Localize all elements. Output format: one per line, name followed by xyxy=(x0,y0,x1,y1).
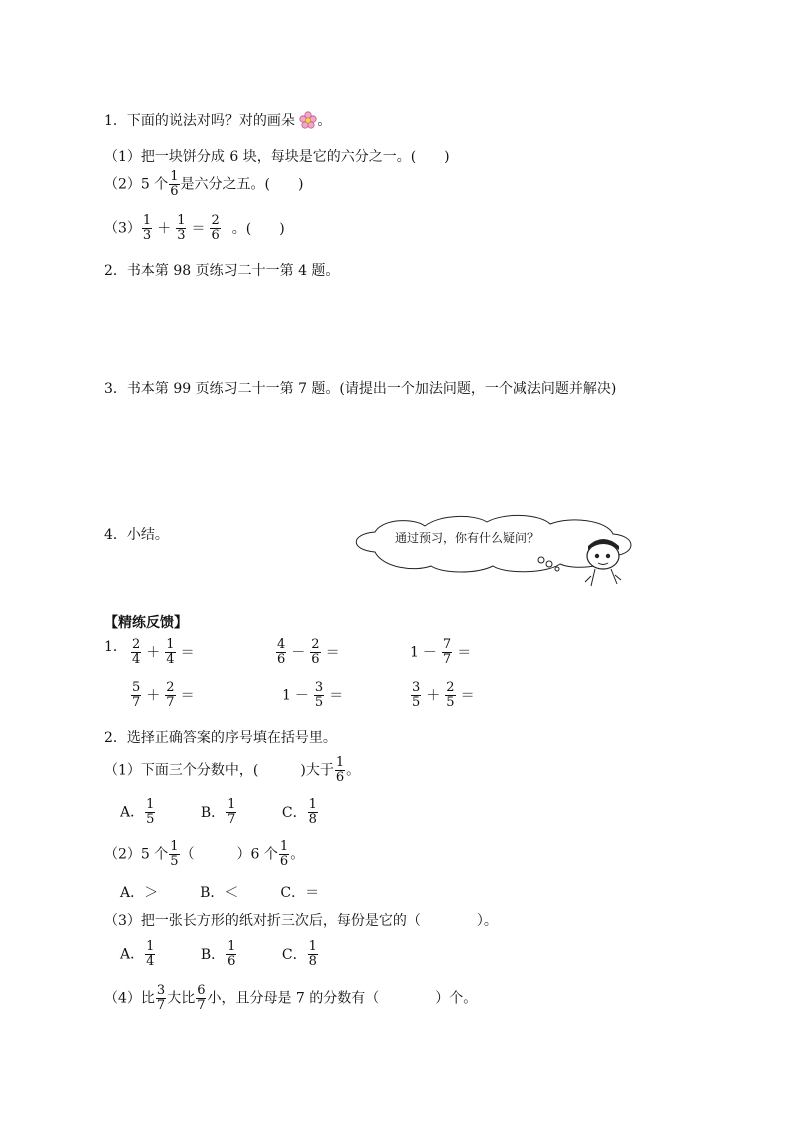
equation-1: $\frac{2}{4}$ ＋ $\frac{1}{4}$ ＝ xyxy=(132,637,195,667)
fraction: $\frac{5}{7}$ xyxy=(132,680,141,710)
q1-item2: （2）5 个 $\frac{1}{6}$ 是六分之五。( ) xyxy=(104,169,304,199)
exercise2-title: 2．选择正确答案的序号填在括号里。 xyxy=(104,730,337,746)
fraction: $\frac{1}{4}$ xyxy=(166,637,175,667)
fraction: $\frac{3}{5}$ xyxy=(412,680,421,710)
q2-text: 2．书本第 98 页练习二十一第 4 题。 xyxy=(104,263,340,279)
cartoon-child-icon xyxy=(585,539,621,586)
fraction: $\frac{1}{5}$ xyxy=(146,797,155,827)
exercise1-label: 1． xyxy=(104,639,127,655)
fraction: $\frac{3}{5}$ xyxy=(314,680,324,710)
equation-2: $\frac{4}{6}$ － $\frac{2}{6}$ ＝ xyxy=(277,637,340,667)
equation-3: 1 － $\frac{7}{7}$ ＝ xyxy=(410,637,472,667)
fraction: $\frac{7}{7}$ xyxy=(442,637,452,667)
sub-question-1-options: A． $\frac{1}{5}$ B． $\frac{1}{7}$ C． $\frac{1}{8}$ xyxy=(120,797,317,827)
fraction: $\frac{1}{6}$ xyxy=(335,755,345,785)
fraction: $\frac{2}{4}$ xyxy=(132,637,141,667)
flower-icon xyxy=(299,111,317,129)
thought-cloud xyxy=(345,512,645,592)
fraction: $\frac{1}{6}$ xyxy=(170,169,179,199)
fraction: $\frac{4}{6}$ xyxy=(277,637,286,667)
equation-4: $\frac{5}{7}$ ＋ $\frac{2}{7}$ ＝ xyxy=(132,680,195,710)
sub-question-1: （1）下面三个分数中，( )大于 $\frac{1}{6}$ 。 xyxy=(104,755,361,785)
fraction: $\frac{2}{6}$ xyxy=(211,213,220,243)
fraction: $\frac{1}{3}$ xyxy=(142,213,152,243)
fraction: $\frac{3}{7}$ xyxy=(156,983,166,1013)
q1-title: 1．下面的说法对吗？对的画朵 。 xyxy=(104,113,332,129)
fraction: $\frac{6}{7}$ xyxy=(197,983,206,1013)
q3-text: 3．书本第 99 页练习二十一第 7 题。(请提出一个加法问题，一个减法问题并解决) xyxy=(104,381,617,397)
cloud-text: 通过预习，你有什么疑问？ xyxy=(395,531,540,545)
sub-question-2: （2）5 个 $\frac{1}{5}$ （ ）6 个 $\frac{1}{6}$ 。 xyxy=(104,839,305,869)
sub-question-2-options: A．＞ B．＜ C．＝ xyxy=(120,885,320,901)
q1-item3: （3） $\frac{1}{3}$ ＋ $\frac{1}{3}$ ＝ $\frac{2}{6}$ 。( ) xyxy=(104,213,285,243)
equation-5: 1 － $\frac{3}{5}$ ＝ xyxy=(282,680,344,710)
fraction: $\frac{1}{5}$ xyxy=(170,839,179,869)
fraction: $\frac{1}{4}$ xyxy=(146,939,155,969)
sub-question-3: （3）把一张长方形的纸对折三次后，每份是它的（ ）。 xyxy=(104,913,498,929)
fraction: $\frac{1}{8}$ xyxy=(308,797,317,827)
q1-item1: （1）把一块饼分成 6 块，每块是它的六分之一。( ) xyxy=(104,149,450,165)
fraction: $\frac{1}{6}$ xyxy=(227,939,236,969)
fraction: $\frac{1}{8}$ xyxy=(308,939,317,969)
fraction: $\frac{2}{6}$ xyxy=(311,637,320,667)
fraction: $\frac{1}{3}$ xyxy=(177,213,186,243)
fraction: $\frac{2}{5}$ xyxy=(446,680,455,710)
fraction: $\frac{2}{7}$ xyxy=(166,680,175,710)
feedback-heading: 【精练反馈】 xyxy=(104,615,188,631)
sub-question-4: （4）比 $\frac{3}{7}$ 大比 $\frac{6}{7}$ 小，且分母是 7 的分数有（ ）个。 xyxy=(104,983,478,1013)
q4-text: 4．小结。 xyxy=(104,527,169,543)
fraction: $\frac{1}{6}$ xyxy=(279,839,289,869)
sub-question-3-options: A． $\frac{1}{4}$ B． $\frac{1}{6}$ C． $\frac{1}{8}$ xyxy=(120,939,317,969)
equation-6: $\frac{3}{5}$ ＋ $\frac{2}{5}$ ＝ xyxy=(412,680,475,710)
fraction: $\frac{1}{7}$ xyxy=(227,797,236,827)
